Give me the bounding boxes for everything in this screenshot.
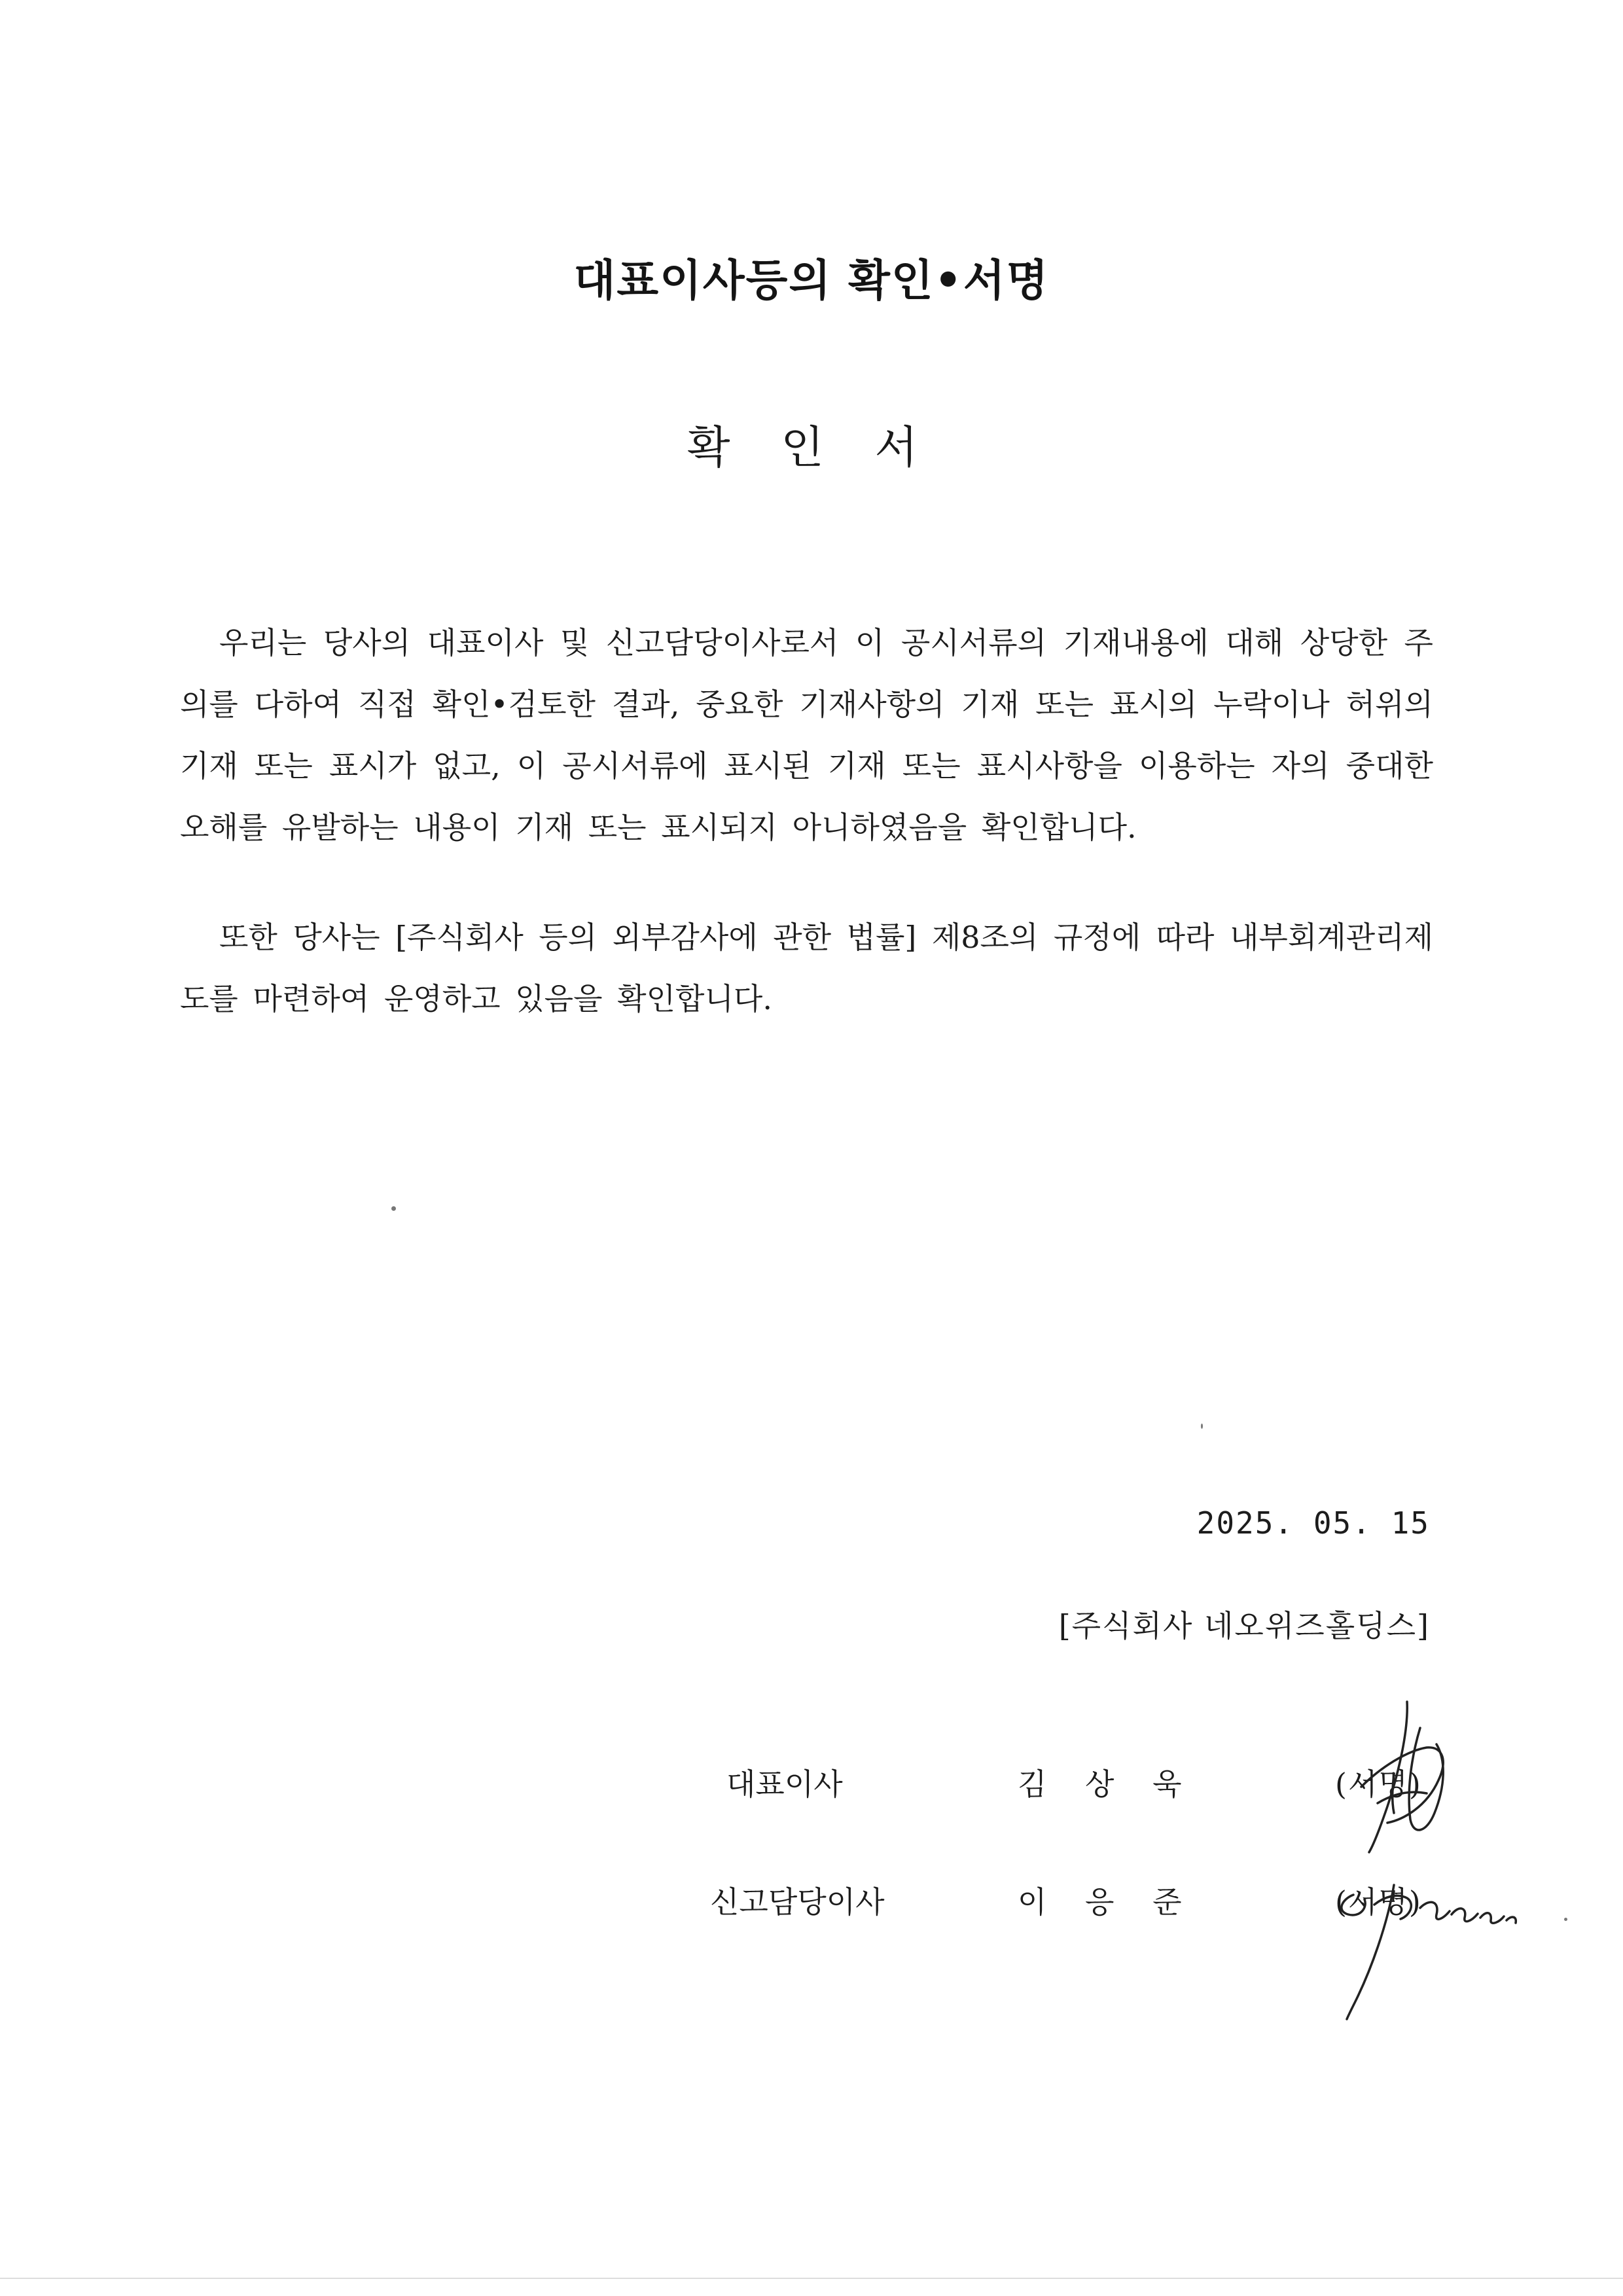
- scan-speck: [391, 1206, 396, 1211]
- scan-speck: [1201, 1424, 1203, 1429]
- document-date: 2025. 05. 15: [1196, 1505, 1430, 1541]
- internal-control-paragraph: 또한 당사는 [주식회사 등의 외부감사에 관한 법률] 제8조의 규정에 따라 내부회계관리제도를 마련하여 운영하고 있음을 확인합니다.: [180, 920, 1433, 1016]
- document-title: 대표이사등의 확인•서명: [573, 255, 1050, 306]
- handwritten-signatures: [1296, 1689, 1544, 2029]
- scan-speck: [1564, 1918, 1567, 1921]
- signatory-name: 이 응 준: [1018, 1884, 1196, 1920]
- document-subtitle: 확 인 서: [687, 422, 936, 474]
- signatory-title: 신고담당이사: [710, 1884, 885, 1920]
- signature-mark-label: (서명): [1335, 1884, 1422, 1920]
- confirmation-paragraph: 우리는 당사의 대표이사 및 신고담당이사로서 이 공시서류의 기재내용에 대해 상당한 주의를 다하여 직접 확인•검토한 결과, 중요한 기재사항의 기재 또는 표시의 누락이나 허위의 기재 또는 표시가 없고, 이 공시서류에 표시된 기재 또는 표시사항을 이용하는 자의 중대한 오해를 유발하는 내용이 기재 또는 표시되지 아니하였음을 확인합니다.: [180, 625, 1433, 845]
- signatory-name: 김 상 욱: [1018, 1767, 1196, 1802]
- signature-mark-label: (서명): [1335, 1767, 1422, 1802]
- company-name: [주식회사 네오위즈홀딩스]: [1058, 1608, 1430, 1643]
- signatory-title: 대표이사: [726, 1767, 843, 1802]
- scan-edge-line: [0, 2278, 1623, 2279]
